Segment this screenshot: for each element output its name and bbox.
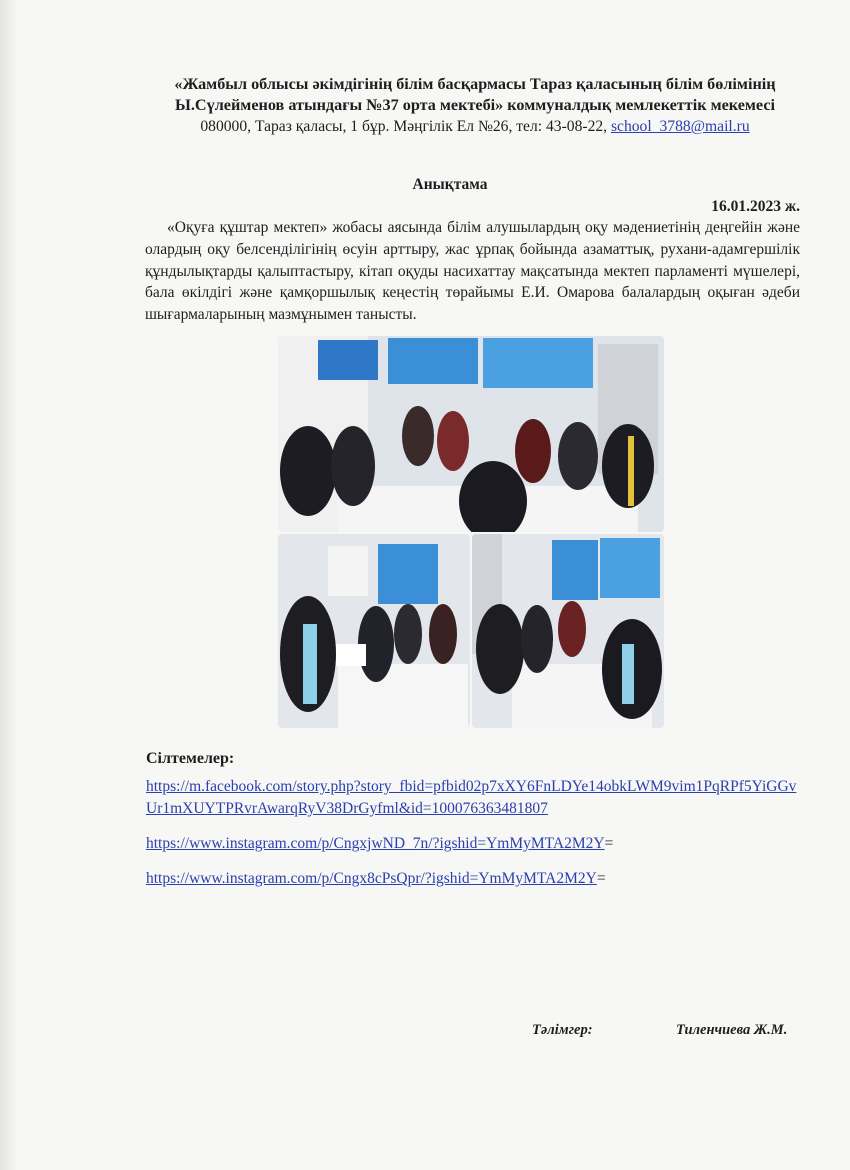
instagram-link-1[interactable]: https://www.instagram.com/p/CngxjwND_7n/?igshid=YmMyMTA2M2Y <box>146 835 605 852</box>
reference-item <box>146 833 806 855</box>
letterhead-address <box>130 116 820 138</box>
link-suffix: = <box>604 835 614 852</box>
letterhead-line-2: Ы.Сүлейменов атындағы №37 орта мектебі» коммуналдық мемлекеттік мекемесі <box>174 96 775 114</box>
document-body: «Оқуға құштар мектеп» жобасы аясында білім алушылардың оқу мәдениетінің деңгейін және олардың оқу белсенділігінің өсуін арттыру, жас ұрпақ бойында азаматтық, рухани-адамгершілік құндылықтарды қалыптастыру, кітап оқуды насихаттау мақсатында мектеп парламенті мүшелері, бала өкілдігі және қамқоршылық кеңестің төрайымы Е.И. Омарова балалардың оқыған әдеби шығармаларының мазмұнымен танысты. <box>145 219 800 324</box>
signature-name: Тиленчиева Ж.М. <box>676 1022 788 1038</box>
references-list <box>146 776 806 903</box>
instagram-link-2[interactable]: https://www.instagram.com/p/Cngx8cPsQpr/?igshid=YmMyMTA2M2Y <box>146 870 597 887</box>
letterhead-line-1: «Жамбыл облысы әкімдігінің білім басқармасы Тараз қаласының білім бөлімінің <box>174 75 776 93</box>
references-heading: Сілтемелер: <box>146 750 235 767</box>
reference-item <box>146 868 806 890</box>
reference-item <box>146 776 806 820</box>
signature-label: Тәлімгер: <box>532 1022 593 1038</box>
photo-collage <box>278 336 664 728</box>
facebook-link[interactable]: https://m.facebook.com/story.php?story_fbid=pfbid02p7xXY6FnLDYe14obkLWM9vim1PqRPf5YiGGvUr1mXUYTPRvrAwarqRyV38DrGyfml&id=100076363481807 <box>146 778 797 817</box>
scan-edge <box>0 0 18 1170</box>
document-title: Анықтама <box>412 176 488 193</box>
address-text: 080000, Тараз қаласы, 1 бұр. Мәңгілік Ел №26, тел: 43-08-22, <box>200 118 611 135</box>
document-date: 16.01.2023 ж. <box>711 198 800 215</box>
classroom-photo-1 <box>278 336 664 532</box>
classroom-photo-2 <box>278 534 470 728</box>
classroom-photo-3 <box>472 534 664 728</box>
letterhead <box>130 74 820 138</box>
email-link[interactable]: school_3788@mail.ru <box>610 118 750 135</box>
link-suffix: = <box>596 870 606 887</box>
